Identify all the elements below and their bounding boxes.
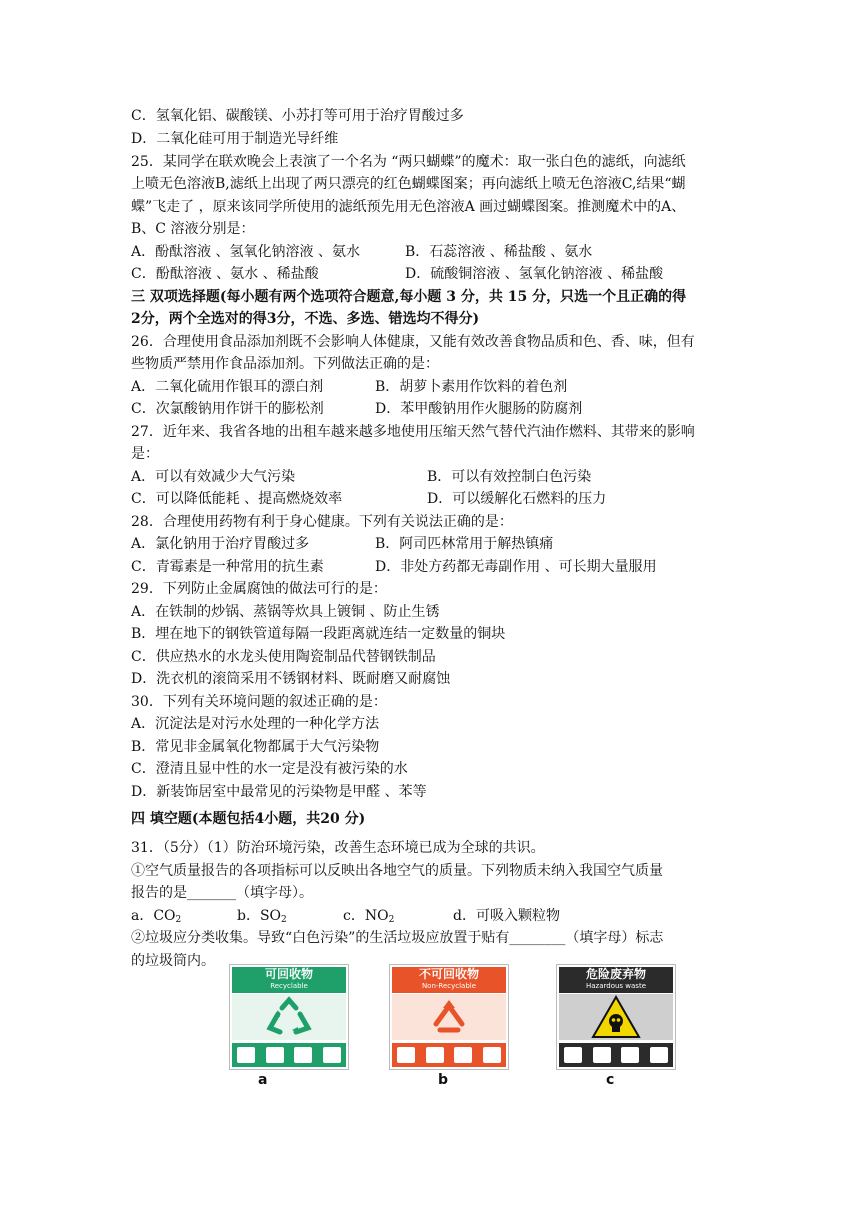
sign-header: 不可回收物 Non-Recyclable — [392, 967, 506, 993]
hazard-skull-icon — [559, 994, 673, 1040]
sign-pictogram-strip — [392, 1043, 506, 1067]
hazardous-waste-bin-sign — [556, 964, 676, 1070]
q26-stem-1: 26．合理使用食品添加剂既不会影响人体健康，又能有效改善食物品质和色、香、味，但有 — [131, 334, 695, 350]
q27-option-a: A．可以有效减少大气污染 — [131, 469, 296, 485]
section-3-heading-2: 2分，两个全选对的得3分，不选、多选、错选均不得分) — [131, 311, 480, 327]
sign-pictogram-strip — [232, 1043, 346, 1067]
sign-pictogram-strip — [559, 1043, 673, 1067]
recyclable-bin-sign — [229, 964, 349, 1070]
q30-option-d: D．新装饰居室中最常见的污染物是甲醛 、苯等 — [131, 784, 427, 800]
recycle-icon — [232, 994, 346, 1040]
caption-c: c — [606, 1072, 615, 1088]
q25-option-a: A．酚酞溶液 、氢氧化钠溶液 、氨水 — [131, 244, 361, 260]
q29-option-a: A．在铁制的炒锅、蒸锅等炊具上镀铜 、防止生锈 — [131, 604, 440, 620]
q28-option-a: A．氯化钠用于治疗胃酸过多 — [131, 536, 310, 552]
q28-stem-1: 28．合理使用药物有利于身心健康。下列有关说法正确的是： — [131, 514, 513, 530]
q30-stem-1: 30．下列有关环境问题的叙述正确的是： — [131, 694, 387, 710]
q25-option-c: C．酚酞溶液 、氨水 、稀盐酸 — [131, 266, 319, 282]
q27-stem-2: 是： — [131, 446, 159, 462]
caption-a: a — [258, 1072, 268, 1088]
section-4-heading: 四 填空题(本题包括4小题，共20 分) — [131, 811, 366, 827]
option-c-text: C．氢氧化铝、碳酸镁、小苏打等可用于治疗胃酸过多 — [131, 108, 464, 124]
q25-stem-1: 25．某同学在联欢晚会上表演了一个名为 “两只蝴蝶”的魔术：取一张白色的滤纸，向滤纸 — [131, 154, 686, 170]
q31-stem-4: ②垃圾应分类收集。导致“白色污染”的生活垃圾应放置于贴有________（填字母）标志 — [131, 930, 664, 946]
sign-header: 可回收物 Recyclable — [232, 967, 346, 993]
q31-option-d: d．可吸入颗粒物 — [453, 908, 560, 924]
q26-option-b: B．胡萝卜素用作饮料的着色剂 — [375, 379, 568, 395]
section-3-heading-1: 三 双项选择题(每小题有两个选项符合题意,每小题 3 分，共 15 分，只选一个且正确的得 — [131, 289, 687, 305]
q26-option-d: D．苯甲酸钠用作火腿肠的防腐剂 — [375, 401, 583, 417]
q31-option-a: a．$CO_2$ — [131, 908, 182, 925]
q30-option-a: A．沉淀法是对污水处理的一种化学方法 — [131, 716, 380, 732]
q31-stem-2: ①空气质量报告的各项指标可以反映出各地空气的质量。下列物质未纳入我国空气质量 — [131, 863, 663, 879]
q29-option-b: B．埋在地下的钢铁管道每隔一段距离就连结一定数量的铜块 — [131, 626, 506, 642]
q28-option-c: C．青霉素是一种常用的抗生素 — [131, 559, 324, 575]
q30-option-c: C．澄清且显中性的水一定是没有被污染的水 — [131, 761, 408, 777]
non-recycle-icon — [392, 994, 506, 1040]
q31-stem-1: 31．（5分）（1）防治环境污染，改善生态环境已成为全球的共识。 — [131, 840, 545, 856]
caption-b: b — [438, 1072, 449, 1088]
q25-stem-3: 蝶”飞走了 ，原来该同学所使用的滤纸预先用无色溶液A 画过蝴蝶图案。推测魔术中的A、 — [131, 199, 686, 215]
q28-option-d: D．非处方药都无毒副作用 、可长期大量服用 — [375, 559, 657, 575]
q29-option-d: D．洗衣机的滚筒采用不锈钢材料、既耐磨又耐腐蚀 — [131, 671, 451, 687]
q29-option-c: C．供应热水的水龙头使用陶瓷制品代替钢铁制品 — [131, 649, 436, 665]
q26-stem-2: 些物质严禁用作食品添加剂。下列做法正确的是： — [131, 356, 439, 372]
q25-option-d: D．硫酸铜溶液 、氢氧化钠溶液 、稀盐酸 — [405, 266, 664, 282]
q31-option-b: b．$SO_2$ — [237, 908, 287, 925]
q30-option-b: B．常见非金属氧化物都属于大气污染物 — [131, 739, 380, 755]
q27-option-d: D．可以缓解化石燃料的压力 — [427, 491, 607, 507]
q26-option-a: A．二氧化硫用作银耳的漂白剂 — [131, 379, 324, 395]
q25-option-b: B．石蕊溶液 、稀盐酸 、氨水 — [405, 244, 593, 260]
q31-option-c: c．$NO_2$ — [343, 908, 395, 925]
q27-option-b: B．可以有效控制白色污染 — [427, 469, 592, 485]
q25-stem-4: B、C 溶液分别是： — [131, 221, 255, 237]
sign-header: 危险废弃物 Hazardous waste — [559, 967, 673, 993]
q31-stem-3: 报告的是_______（填字母）。 — [131, 885, 313, 901]
q29-stem-1: 29．下列防止金属腐蚀的做法可行的是： — [131, 581, 387, 597]
q28-option-b: B．阿司匹林常用于解热镇痛 — [375, 536, 554, 552]
q26-option-c: C．次氯酸钠用作饼干的膨松剂 — [131, 401, 324, 417]
q27-option-c: C．可以降低能耗 、提高燃烧效率 — [131, 491, 343, 507]
non-recyclable-bin-sign — [389, 964, 509, 1070]
q25-stem-2: 上喷无色溶液B,滤纸上出现了两只漂亮的红色蝴蝶图案；再向滤纸上喷无色溶液C,结果“蝴 — [131, 176, 686, 192]
q27-stem-1: 27．近年来、我省各地的出租车越来越多地使用压缩天然气替代汽油作燃料、其带来的影响 — [131, 424, 695, 440]
option-d-text: D．二氧化硅可用于制造光导纤维 — [131, 131, 339, 147]
q31-stem-5: 的垃圾筒内。 — [131, 953, 215, 969]
